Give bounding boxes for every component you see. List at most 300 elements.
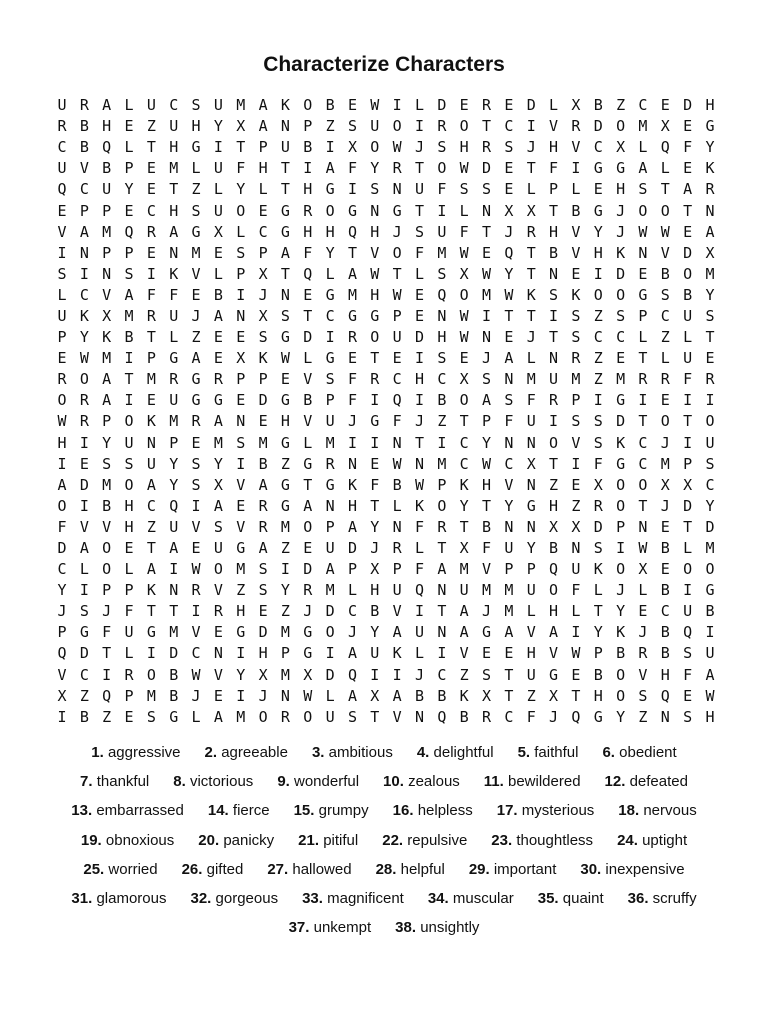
grid-letter: E	[146, 391, 156, 410]
grid-row	[52, 285, 720, 306]
grid-letter: J	[504, 222, 514, 241]
grid-letter: I	[347, 433, 357, 452]
grid-letter: Z	[102, 707, 112, 726]
grid-letter: P	[79, 201, 89, 220]
grid-letter: H	[191, 117, 201, 136]
grid-letter: X	[638, 560, 648, 579]
grid-letter: V	[392, 707, 402, 726]
grid-letter: G	[303, 454, 313, 473]
grid-letter: A	[347, 264, 357, 283]
grid-letter: I	[236, 686, 246, 705]
grid-letter: Y	[57, 581, 67, 600]
grid-letter: G	[593, 707, 603, 726]
grid-letter: H	[102, 117, 112, 136]
grid-letter: A	[683, 180, 693, 199]
grid-row	[52, 686, 720, 707]
grid-letter: I	[370, 433, 380, 452]
grid-letter: C	[325, 306, 335, 325]
grid-letter: P	[258, 138, 268, 157]
grid-letter: Z	[571, 496, 581, 515]
grid-letter: Q	[169, 496, 179, 515]
grid-letter: T	[392, 264, 402, 283]
grid-letter: R	[79, 96, 89, 115]
grid-letter: J	[616, 581, 626, 600]
grid-letter: P	[482, 412, 492, 431]
grid-letter: P	[236, 264, 246, 283]
grid-letter: B	[303, 138, 313, 157]
grid-letter: T	[482, 496, 492, 515]
grid-letter: E	[57, 349, 67, 368]
grid-letter: P	[146, 349, 156, 368]
grid-letter: E	[660, 96, 670, 115]
word-list-item	[71, 802, 184, 819]
word-text: worried	[108, 860, 158, 878]
grid-letter: G	[280, 201, 290, 220]
grid-letter: B	[325, 96, 335, 115]
grid-letter: K	[571, 285, 581, 304]
grid-letter: I	[79, 581, 89, 600]
grid-letter: G	[705, 581, 715, 600]
grid-letter: K	[146, 412, 156, 431]
grid-letter: A	[79, 222, 89, 241]
grid-letter: O	[660, 201, 670, 220]
grid-letter: Q	[414, 581, 425, 600]
grid-letter: D	[683, 243, 693, 262]
grid-letter: A	[146, 560, 156, 579]
word-number: 3.	[311, 744, 325, 762]
grid-letter: D	[325, 665, 335, 684]
word-list-item	[393, 802, 473, 819]
grid-letter: H	[705, 96, 715, 115]
grid-letter: H	[303, 222, 313, 241]
grid-letter: F	[593, 454, 603, 473]
grid-letter: F	[392, 412, 402, 431]
grid-letter: W	[482, 264, 492, 283]
grid-letter: A	[504, 623, 514, 642]
grid-letter: U	[213, 96, 223, 115]
grid-letter: A	[102, 391, 112, 410]
grid-letter: O	[705, 560, 715, 579]
grid-letter: U	[414, 180, 425, 199]
grid-letter: R	[571, 349, 581, 368]
grid-letter: S	[482, 180, 492, 199]
grid-letter: E	[236, 496, 246, 515]
grid-letter: L	[79, 560, 89, 579]
grid-letter: C	[437, 370, 447, 389]
word-list-item	[428, 890, 514, 907]
grid-letter: B	[593, 665, 603, 684]
grid-letter: S	[79, 602, 89, 621]
word-list-item	[191, 890, 279, 907]
grid-letter: V	[549, 644, 559, 663]
grid-letter: D	[616, 412, 626, 431]
grid-letter: M	[169, 159, 179, 178]
grid-letter: A	[213, 496, 223, 515]
grid-letter: N	[280, 117, 290, 136]
grid-letter: O	[638, 201, 648, 220]
grid-letter: Y	[280, 581, 290, 600]
grid-letter: R	[303, 581, 313, 600]
grid-letter: S	[482, 370, 492, 389]
grid-letter: Y	[325, 243, 335, 262]
word-number: 20.	[198, 831, 220, 849]
grid-letter: Y	[616, 602, 626, 621]
grid-letter: P	[526, 560, 536, 579]
grid-letter: E	[504, 96, 514, 115]
grid-letter: Q	[437, 285, 447, 304]
word-number: 26.	[181, 860, 203, 878]
grid-letter: B	[102, 496, 112, 515]
grid-letter: R	[280, 707, 290, 726]
grid-letter: P	[102, 243, 112, 262]
word-number: 21.	[298, 831, 320, 849]
grid-letter: M	[280, 665, 290, 684]
grid-letter: C	[660, 602, 670, 621]
grid-letter: H	[347, 496, 357, 515]
grid-letter: M	[169, 412, 179, 431]
grid-letter: J	[549, 707, 559, 726]
grid-letter: J	[482, 602, 492, 621]
grid-letter: R	[303, 201, 313, 220]
word-text: helpful	[400, 860, 445, 878]
word-list-item	[383, 773, 460, 790]
grid-letter: E	[504, 180, 514, 199]
grid-letter: N	[638, 243, 648, 262]
grid-letter: F	[169, 285, 179, 304]
grid-letter: A	[79, 539, 89, 558]
word-list	[0, 738, 768, 942]
grid-letter: D	[705, 517, 715, 536]
grid-letter: G	[593, 201, 603, 220]
grid-letter: X	[258, 264, 268, 283]
grid-letter: G	[303, 623, 313, 642]
grid-letter: N	[280, 686, 290, 705]
grid-letter: K	[526, 285, 536, 304]
grid-letter: Y	[482, 433, 492, 452]
grid-letter: S	[146, 707, 156, 726]
grid-letter: M	[124, 306, 134, 325]
grid-letter: C	[79, 285, 89, 304]
word-text: glamorous	[96, 890, 167, 908]
grid-letter: B	[660, 264, 670, 283]
word-number: 16.	[392, 802, 414, 820]
grid-letter: D	[526, 96, 536, 115]
grid-letter: A	[280, 243, 290, 262]
grid-letter: P	[258, 370, 268, 389]
word-list-item	[83, 861, 157, 878]
word-text: bewildered	[507, 773, 581, 791]
grid-letter: I	[437, 644, 447, 663]
grid-letter: A	[504, 349, 514, 368]
grid-letter: I	[191, 602, 201, 621]
grid-letter: J	[638, 623, 648, 642]
word-list-item	[491, 832, 593, 849]
grid-letter: I	[593, 391, 603, 410]
grid-letter: B	[437, 391, 447, 410]
grid-letter: I	[482, 306, 492, 325]
grid-letter: L	[236, 222, 246, 241]
grid-letter: X	[459, 264, 469, 283]
grid-letter: I	[236, 644, 246, 663]
grid-letter: O	[325, 623, 335, 642]
grid-letter: T	[683, 517, 693, 536]
word-list-item	[628, 890, 697, 907]
grid-letter: F	[683, 665, 693, 684]
word-number: 33.	[302, 890, 323, 908]
grid-letter: I	[169, 560, 179, 579]
grid-letter: U	[392, 581, 402, 600]
grid-letter: H	[593, 686, 603, 705]
word-number: 19.	[80, 831, 102, 849]
grid-letter: R	[146, 306, 156, 325]
grid-letter: U	[57, 96, 67, 115]
grid-letter: J	[414, 665, 425, 684]
grid-letter: S	[549, 285, 559, 304]
grid-letter: I	[370, 391, 380, 410]
grid-row	[52, 411, 720, 432]
grid-letter: O	[549, 581, 559, 600]
grid-letter: I	[593, 264, 603, 283]
word-list-line	[0, 767, 768, 796]
grid-letter: N	[414, 454, 425, 473]
grid-letter: C	[705, 475, 715, 494]
grid-letter: Z	[146, 117, 156, 136]
grid-letter: S	[437, 349, 447, 368]
grid-letter: P	[549, 180, 559, 199]
grid-letter: Y	[593, 222, 603, 241]
word-text: inexpensive	[605, 860, 685, 878]
grid-letter: U	[705, 644, 715, 663]
word-list-item	[298, 832, 358, 849]
grid-letter: T	[169, 180, 179, 199]
grid-letter: V	[303, 412, 313, 431]
grid-letter: L	[414, 644, 425, 663]
grid-letter: L	[549, 96, 559, 115]
grid-letter: O	[616, 475, 626, 494]
grid-letter: H	[437, 328, 447, 347]
grid-letter: T	[370, 496, 380, 515]
grid-letter: I	[392, 665, 402, 684]
grid-letter: E	[504, 644, 514, 663]
grid-letter: L	[325, 686, 335, 705]
grid-letter: P	[325, 391, 335, 410]
grid-letter: P	[57, 623, 67, 642]
grid-letter: S	[124, 454, 134, 473]
grid-letter: C	[79, 665, 89, 684]
grid-letter: E	[571, 264, 581, 283]
grid-letter: E	[660, 391, 670, 410]
grid-letter: D	[414, 328, 425, 347]
grid-letter: V	[79, 159, 89, 178]
grid-letter: D	[303, 328, 313, 347]
grid-letter: C	[660, 306, 670, 325]
grid-letter: O	[236, 201, 246, 220]
grid-letter: W	[459, 306, 469, 325]
grid-letter: I	[437, 201, 447, 220]
grid-letter: S	[258, 328, 268, 347]
grid-letter: K	[593, 560, 603, 579]
grid-letter: G	[325, 180, 335, 199]
grid-letter: E	[683, 159, 693, 178]
grid-letter: S	[571, 328, 581, 347]
grid-letter: H	[414, 370, 425, 389]
grid-letter: V	[660, 243, 670, 262]
grid-letter: Y	[236, 180, 246, 199]
grid-letter: H	[370, 222, 380, 241]
grid-letter: O	[616, 686, 626, 705]
grid-letter: E	[571, 475, 581, 494]
grid-letter: T	[638, 412, 648, 431]
grid-row	[52, 643, 720, 664]
grid-letter: W	[191, 560, 201, 579]
word-number: 28.	[375, 860, 397, 878]
grid-letter: R	[57, 117, 67, 136]
grid-letter: Z	[459, 665, 469, 684]
grid-letter: S	[459, 180, 469, 199]
grid-letter: B	[303, 391, 313, 410]
grid-letter: T	[146, 602, 156, 621]
grid-letter: D	[79, 644, 89, 663]
grid-letter: R	[437, 517, 447, 536]
grid-letter: M	[616, 370, 626, 389]
grid-letter: L	[213, 180, 223, 199]
grid-letter: Z	[593, 370, 603, 389]
grid-letter: W	[571, 644, 581, 663]
grid-letter: V	[79, 517, 89, 536]
grid-letter: I	[638, 391, 648, 410]
grid-letter: N	[638, 517, 648, 536]
grid-letter: O	[437, 159, 447, 178]
word-list-item	[617, 832, 687, 849]
grid-letter: E	[124, 201, 134, 220]
grid-letter: G	[593, 159, 603, 178]
grid-letter: T	[526, 264, 536, 283]
grid-letter: Z	[526, 686, 536, 705]
grid-letter: S	[370, 180, 380, 199]
grid-letter: X	[549, 517, 559, 536]
word-list-item	[173, 773, 253, 790]
grid-letter: O	[593, 285, 603, 304]
grid-letter: E	[213, 686, 223, 705]
grid-letter: S	[593, 412, 603, 431]
grid-letter: O	[616, 117, 626, 136]
grid-letter: E	[191, 539, 201, 558]
grid-letter: M	[504, 602, 514, 621]
grid-letter: J	[660, 433, 670, 452]
grid-letter: E	[414, 306, 425, 325]
grid-letter: B	[660, 539, 670, 558]
grid-letter: P	[102, 581, 112, 600]
grid-letter: L	[571, 180, 581, 199]
grid-letter: T	[459, 412, 469, 431]
grid-letter: I	[414, 117, 425, 136]
grid-letter: H	[459, 138, 469, 157]
grid-letter: E	[370, 454, 380, 473]
grid-letter: N	[213, 644, 223, 663]
grid-letter: P	[571, 391, 581, 410]
grid-letter: F	[437, 180, 447, 199]
word-text: embarrassed	[96, 802, 184, 820]
grid-letter: K	[280, 96, 290, 115]
grid-letter: U	[683, 349, 693, 368]
grid-letter: D	[303, 560, 313, 579]
grid-letter: W	[459, 328, 469, 347]
grid-letter: P	[683, 454, 693, 473]
grid-letter: T	[459, 517, 469, 536]
grid-letter: T	[504, 306, 514, 325]
grid-letter: J	[57, 602, 67, 621]
grid-letter: J	[347, 412, 357, 431]
grid-letter: P	[392, 560, 402, 579]
grid-letter: Z	[280, 602, 290, 621]
grid-letter: W	[303, 686, 313, 705]
grid-letter: Z	[325, 117, 335, 136]
grid-letter: O	[303, 96, 313, 115]
grid-letter: T	[504, 665, 514, 684]
grid-letter: Q	[571, 707, 581, 726]
grid-letter: M	[571, 370, 581, 389]
grid-letter: E	[347, 96, 357, 115]
grid-letter: O	[459, 391, 469, 410]
grid-letter: J	[191, 306, 201, 325]
grid-letter: N	[526, 433, 536, 452]
grid-row	[52, 707, 720, 728]
grid-letter: Z	[191, 180, 201, 199]
grid-letter: X	[526, 454, 536, 473]
word-text: fierce	[232, 802, 270, 820]
word-text: thankful	[96, 773, 150, 791]
grid-letter: H	[616, 180, 626, 199]
grid-letter: E	[571, 665, 581, 684]
grid-letter: Y	[79, 328, 89, 347]
grid-letter: L	[347, 581, 357, 600]
grid-letter: S	[258, 581, 268, 600]
grid-letter: G	[370, 306, 380, 325]
grid-letter: I	[370, 665, 380, 684]
grid-letter: C	[392, 370, 402, 389]
grid-letter: S	[347, 117, 357, 136]
grid-letter: K	[414, 496, 425, 515]
word-number: 2.	[204, 744, 218, 762]
grid-letter: S	[347, 707, 357, 726]
grid-letter: G	[146, 623, 156, 642]
grid-letter: O	[616, 496, 626, 515]
grid-letter: T	[146, 539, 156, 558]
grid-letter: D	[325, 602, 335, 621]
grid-letter: S	[191, 201, 201, 220]
grid-letter: Q	[347, 665, 357, 684]
grid-letter: T	[124, 370, 134, 389]
grid-letter: B	[79, 707, 89, 726]
word-text: defeated	[629, 773, 688, 791]
grid-letter: T	[549, 328, 559, 347]
grid-letter: X	[571, 96, 581, 115]
grid-letter: G	[280, 222, 290, 241]
grid-letter: S	[660, 285, 670, 304]
grid-letter: O	[705, 412, 715, 431]
grid-letter: Y	[705, 138, 715, 157]
grid-letter: I	[571, 454, 581, 473]
grid-letter: X	[593, 475, 603, 494]
grid-letter: L	[258, 180, 268, 199]
grid-row	[52, 306, 720, 327]
grid-letter: N	[504, 433, 514, 452]
grid-letter: Y	[504, 496, 514, 515]
grid-letter: V	[571, 243, 581, 262]
grid-letter: S	[236, 433, 246, 452]
grid-letter: I	[392, 96, 402, 115]
grid-letter: T	[683, 201, 693, 220]
